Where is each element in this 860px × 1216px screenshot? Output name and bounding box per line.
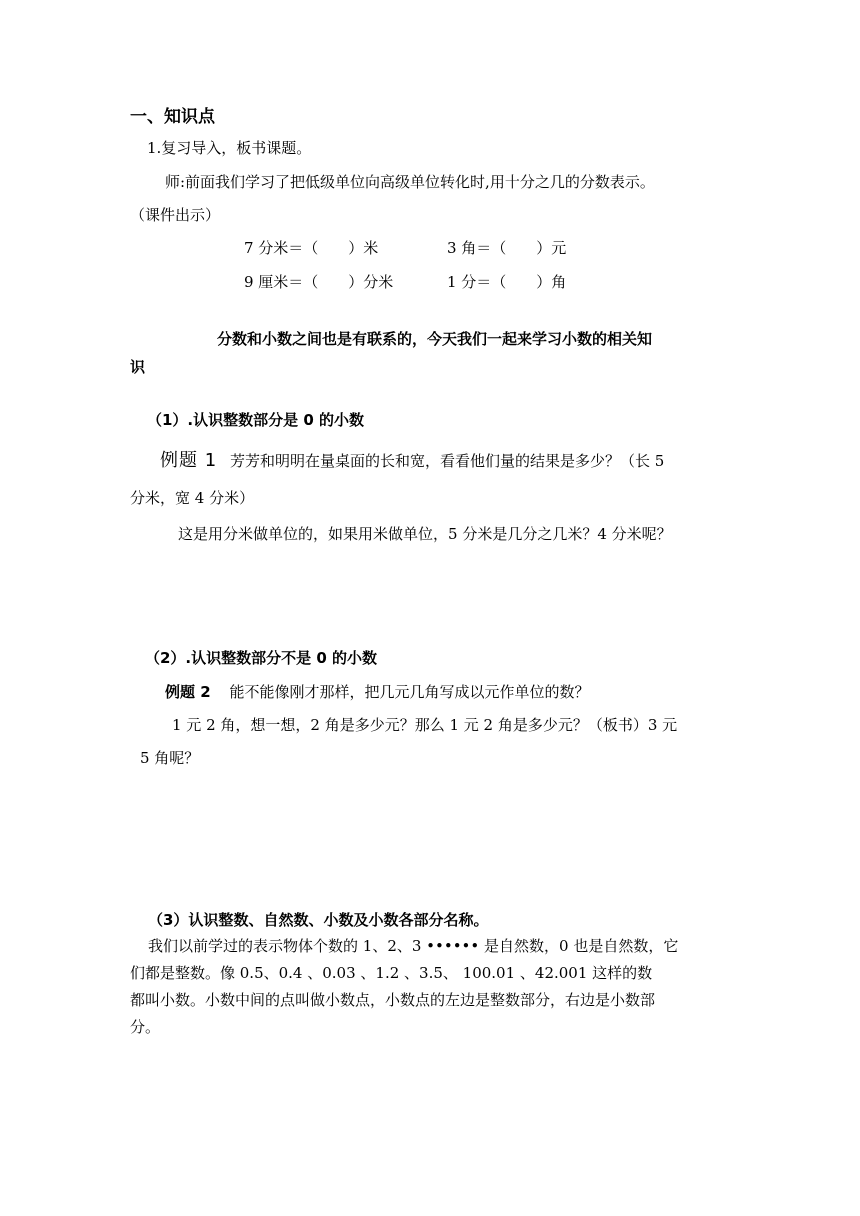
example-2-label: 例题 2 <box>165 683 211 701</box>
transition-line-1: 分数和小数之间也是有联系的，今天我们一起来学习小数的相关知 <box>217 330 653 348</box>
part-2-line-2: 5 角呢？ <box>140 749 200 767</box>
exercise-1-left: 7 分米＝（ ）米 <box>244 239 379 257</box>
part-1-example-line-1 <box>160 451 664 471</box>
exercise-2-left: 9 厘米＝（ ）分米 <box>244 273 394 291</box>
example-1-text: 芳芳和明明在量桌面的长和宽，看看他们量的结果是多少？（长 5 <box>229 452 665 470</box>
transition-line-2: 识 <box>130 358 146 376</box>
part-3-heading: （3）认识整数、自然数、小数及小数各部分名称。 <box>148 911 489 929</box>
part-2-line-1: 1 元 2 角，想一想，2 角是多少元？那么 1 元 2 角是多少元？（板书）3 元 <box>172 716 678 734</box>
part-3-para-line-3: 都叫小数。小数中间的点叫做小数点，小数点的左边是整数部分，右边是小数部 <box>130 991 656 1009</box>
part-1-question: 这是用分米做单位的，如果用米做单位，5 分米是几分之几米？4 分米呢？ <box>178 525 672 543</box>
example-1-label: 例题 1 <box>160 450 218 471</box>
teacher-line-1: 师:前面我们学习了把低级单位向高级单位转化时,用十分之几的分数表示。 <box>165 173 655 191</box>
part-3-para-line-2: 们都是整数。像 0.5、0.4 、0.03 、1.2 、3.5、 100.01 、42.001 这样的数 <box>130 964 653 982</box>
example-2-text: 能不能像刚才那样，把几元几角写成以元作单位的数？ <box>229 683 590 701</box>
part-3-para-line-1: 我们以前学过的表示物体个数的 1、2、3 •••••• 是自然数，0 也是自然数，它 <box>148 937 679 955</box>
teacher-line-2: （课件出示） <box>130 206 221 224</box>
part-1-example-line-2: 分米，宽 4 分米） <box>130 489 255 507</box>
part-3-para-line-4: 分。 <box>130 1018 161 1036</box>
section-title: 一、知识点 <box>130 107 215 127</box>
step-1-line: 1.复习导入，板书课题。 <box>147 139 312 157</box>
exercise-1-right: 3 角＝（ ）元 <box>447 239 567 257</box>
part-1-heading: （1）.认识整数部分是 0 的小数 <box>147 411 365 429</box>
part-2-heading: （2）.认识整数部分不是 0 的小数 <box>145 649 378 667</box>
exercise-2-right: 1 分＝（ ）角 <box>447 273 567 291</box>
part-2-example-line <box>165 682 589 702</box>
